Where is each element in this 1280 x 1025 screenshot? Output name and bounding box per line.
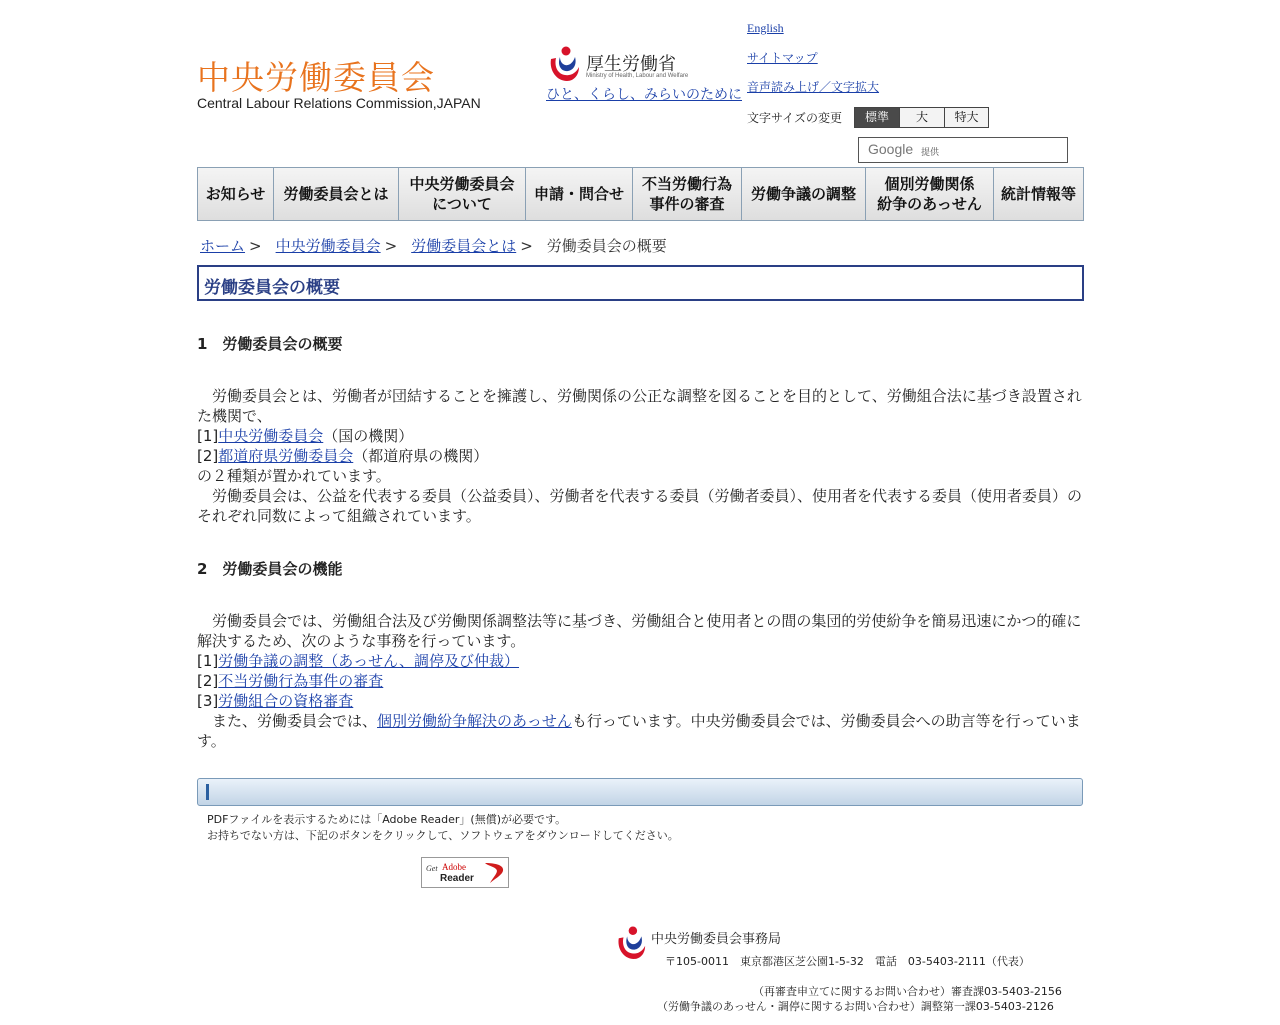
voice-reader-link[interactable]: 音声読み上げ／文字拡大	[747, 80, 880, 94]
pdf-note-line: お持ちでない方は、下記のボタンをクリックして、ソフトウェアをダウンロードしてください。	[207, 829, 679, 842]
font-size-large-button[interactable]: 大	[899, 108, 944, 127]
nav-statistics[interactable]: 統計情報等	[993, 168, 1083, 220]
list-marker: [2]	[197, 447, 219, 465]
breadcrumb-central[interactable]: 中央労働委員会	[275, 237, 381, 255]
nav-application-inquiry[interactable]: 申請・問合せ	[525, 168, 632, 220]
ministry-name[interactable]: 厚生労働省	[586, 54, 676, 75]
section1-body	[197, 386, 1083, 526]
list-item	[197, 651, 1083, 671]
nav-news[interactable]: お知らせ	[198, 168, 273, 220]
nav-about-labor-commission[interactable]: 労働委員会とは	[273, 168, 398, 220]
section2-body	[197, 611, 1083, 751]
breadcrumb-separator: >	[520, 237, 533, 255]
pdf-info-bar	[197, 778, 1083, 806]
breadcrumb-home[interactable]: ホーム	[200, 237, 246, 255]
sitemap-link[interactable]: サイトマップ	[747, 51, 818, 65]
list-item	[197, 691, 1083, 711]
page-title-box	[197, 265, 1084, 301]
section1-paragraph: 労働委員会とは、労働者が団結することを擁護し、労働関係の公正な調整を図ることを目的として、労働組合法に基づき設置された機関で、	[197, 387, 1082, 425]
pdf-note-line: PDFファイルを表示するためには「Adobe Reader」(無償)が必要です。	[207, 813, 567, 826]
pdf-note	[207, 812, 679, 844]
mhlw-footer-logo-icon	[615, 925, 647, 961]
english-link[interactable]: English	[747, 21, 784, 35]
font-size-switcher	[854, 107, 989, 128]
font-size-label: 文字サイズの変更	[747, 111, 843, 125]
nav-unfair-labor-practice[interactable]: 不当労働行為 事件の審査	[632, 168, 741, 220]
footer-org-name: 中央労働委員会事務局	[651, 932, 782, 947]
section1-heading: 1 労働委員会の概要	[197, 335, 343, 353]
section2-paragraph: 労働委員会では、労働組合法及び労働関係調整法等に基づき、労働組合と使用者との間の集団的労使紛争を簡易迅速にかつ的確に解決するため、次のような事務を行っています。	[197, 612, 1082, 650]
site-title[interactable]: 中央労働委員会	[197, 58, 435, 97]
get-adobe-reader-button[interactable]	[421, 857, 509, 888]
list-marker: [3]	[197, 692, 219, 710]
footer-contact-review: （再審査申立てに関するお問い合わせ）審査課03-5403-2156	[753, 985, 1062, 998]
section1-paragraph: 労働委員会は、公益を代表する委員（公益委員）、労働者を代表する委員（労働者委員）、使用者を代表する委員（使用者委員）のそれぞれ同数によって組織されています。	[197, 487, 1083, 525]
nav-labor-dispute-adjustment[interactable]: 労働争議の調整	[741, 168, 865, 220]
ministry-name-en: Ministry of Health, Labour and Welfare	[586, 73, 689, 79]
breadcrumb-current: 労働委員会の概要	[546, 237, 667, 255]
google-provided-label: 提供	[921, 148, 940, 158]
global-nav	[197, 167, 1084, 221]
footer-address: 〒105-0011 東京都港区芝公園1-5-32 電話 03-5403-2111（代表）	[665, 955, 1030, 968]
list-marker: [2]	[197, 672, 219, 690]
prefectural-commission-link[interactable]: 都道府県労働委員会	[218, 447, 354, 465]
list-item	[197, 426, 1083, 446]
breadcrumb-separator: >	[249, 237, 262, 255]
list-item	[197, 446, 1083, 466]
section2-paragraph: また、労働委員会では、個別労働紛争解決のあっせんも行っています。中央労働委員会では、労働委員会への助言等を行っています。	[197, 712, 1081, 750]
footer-contact-mediation: （労働争議のあっせん・調停に関するお問い合わせ）調整第一課03-5403-2126	[657, 1000, 1054, 1013]
site-subtitle: Central Labour Relations Commission,JAPAN	[197, 95, 481, 111]
section1-paragraph: の２種類が置かれています。	[197, 467, 391, 485]
list-marker: [1]	[197, 427, 219, 445]
breadcrumb-separator: >	[384, 237, 398, 255]
page-title: 労働委員会の概要	[204, 278, 340, 298]
google-watermark: Google	[868, 141, 914, 157]
ministry-slogan-link[interactable]: ひと、くらし、みらいのために	[546, 87, 742, 103]
union-qualification-link[interactable]: 労働組合の資格審査	[218, 692, 354, 710]
font-size-normal-button[interactable]: 標準	[855, 108, 899, 127]
search-input[interactable]	[858, 137, 1068, 163]
font-size-xlarge-button[interactable]: 特大	[944, 108, 988, 127]
nav-central-labor-commission[interactable]: 中央労働委員会 について	[398, 168, 525, 220]
central-commission-link[interactable]: 中央労働委員会	[218, 427, 324, 445]
adobe-get-label: Get	[426, 864, 438, 873]
dispute-adjustment-link[interactable]: 労働争議の調整（あっせん、調停及び仲裁）	[218, 652, 520, 670]
list-suffix: （都道府県の機関）	[353, 447, 489, 465]
mhlw-logo-icon[interactable]	[547, 45, 581, 83]
adobe-reader-icon	[482, 860, 506, 885]
list-item	[197, 671, 1083, 691]
bar-marker	[206, 784, 209, 800]
individual-dispute-link[interactable]: 個別労働紛争解決のあっせん	[377, 712, 572, 730]
breadcrumb	[200, 235, 667, 256]
list-suffix: （国の機関）	[323, 427, 414, 445]
section2-heading: 2 労働委員会の機能	[197, 560, 343, 578]
breadcrumb-about[interactable]: 労働委員会とは	[411, 237, 517, 255]
list-marker: [1]	[197, 652, 219, 670]
unfair-labor-practice-link[interactable]: 不当労働行為事件の審査	[218, 672, 384, 690]
adobe-reader-label: Reader	[440, 873, 474, 884]
adobe-brand-label: Adobe	[442, 862, 466, 872]
nav-individual-dispute-mediation[interactable]: 個別労働関係 紛争のあっせん	[865, 168, 993, 220]
